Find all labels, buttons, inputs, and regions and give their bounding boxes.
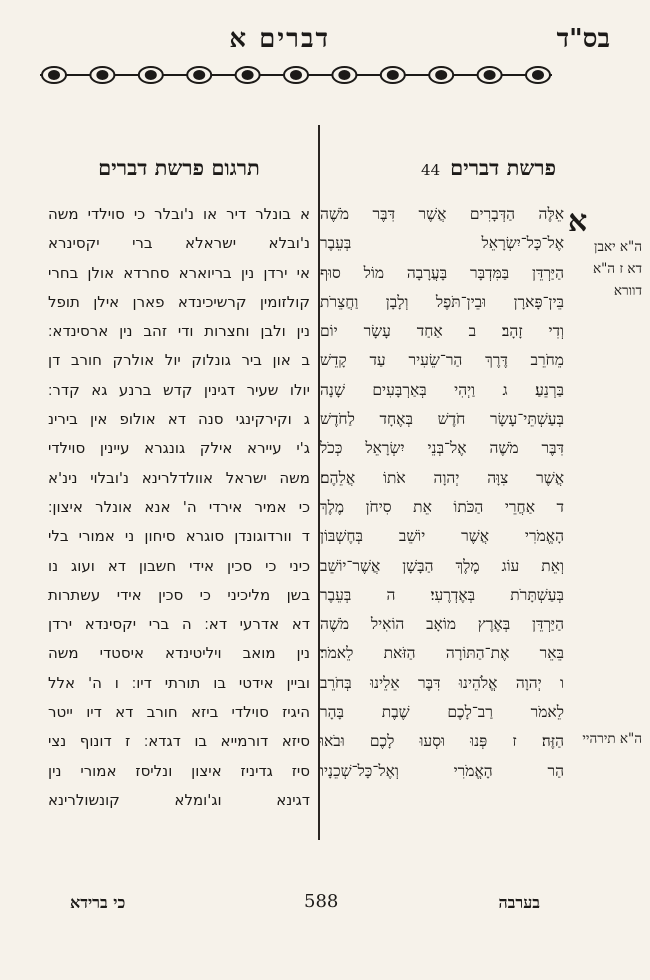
- title-number: 44: [421, 161, 441, 179]
- text-line: נין ולבן וחצרות ודי זהב נין ארסינדא׃: [48, 322, 310, 341]
- ornament-motif-center: [97, 71, 107, 79]
- text-line: ו יְהוָה אֱלֹהֵינוּ דִּבֶּר אֵלֵינוּ בְּחֹרֵב: [320, 673, 564, 692]
- text-line: היגיז סוילדי ביזא חורב דא דיו ייטר: [48, 703, 310, 722]
- text-line: בְּעַשְׁתָּרֹת בְּאֶדְרֶעִי׃ ה בְּעֵבֶר: [320, 585, 564, 604]
- seder-mark: בס"ד: [556, 24, 610, 54]
- margin-note-line: דא ז ה"א: [592, 261, 642, 277]
- text-line: הָאֱמֹרִי אֲשֶׁר יוֹשֵׁב בְּחֶשְׁבּוֹן: [320, 527, 564, 546]
- text-line: נין מואב ויליטינדא איסטדי משה: [48, 644, 310, 663]
- ornament-motif-center: [436, 71, 446, 79]
- text-line: ד וורדוגונדן סוגרא סיחון ני אמורי בלי: [48, 527, 310, 546]
- text-line: מֵחֹרֵב דֶּרֶךְ הַר־שֵׂעִיר עַד קָדֵשׁ: [320, 351, 564, 370]
- margin-note-line: ה"א יאבן: [594, 239, 642, 255]
- ornament-motif-center: [291, 71, 301, 79]
- text-line: דִּבֶּר מֹשֶׁה אֶל־בְּנֵי יִשְׂרָאֵל כְּכֹל: [320, 439, 564, 458]
- text-line: ד אַחֲרֵי הַכֹּתוֹ אֵת סִיחֹן מֶלֶךְ: [320, 497, 564, 516]
- text-line: אֲשֶׁר צִוָּה יְהוָה אֹתוֹ אֲלֵהֶם׃: [320, 468, 564, 487]
- text-line: וְאֵת עוֹג מֶלֶךְ הַבָּשָׁן אֲשֶׁר־יוֹשֵׁב: [320, 556, 564, 575]
- margin-note-line: דוורא: [613, 283, 642, 299]
- translation-title: תרגום פרשת דברים: [98, 155, 260, 180]
- text-line: אי ירדן נין בריוארא סחרדא אולן בחרי: [48, 263, 310, 282]
- text-line: הַר הָאֱמֹרִי וְאֶל־כָּל־שְׁכֵנָיו: [320, 761, 564, 780]
- text-line: אֶל־כָּל־יִשְׂרָאֵל בְּעֵבֶר: [320, 234, 564, 253]
- ornament-motif-center: [533, 71, 543, 79]
- text-line: בשן מליכיני כי סכין אידי עשתרות: [48, 585, 310, 604]
- text-line: בַּרְנֵעַ׃ ג וַיְהִי בְּאַרְבָּעִים שָׁנָה: [320, 380, 564, 399]
- ornament-motif-center: [146, 71, 156, 79]
- margin-note: [562, 728, 642, 750]
- text-line: הַזֶּה׃ ז פְּנוּ וּסְעוּ לָכֶם וּבֹאוּ: [320, 732, 564, 751]
- margin-note-line: ה"א תירהיי: [582, 731, 642, 747]
- text-line: ג'י עיירא אילק גונגרא עיינין סוילדי: [48, 439, 310, 458]
- text-line: משה ישראל אוולדלרינא נ'ובלוי נינ'א: [48, 468, 310, 487]
- text-line: יולו שעיר דגינין קדש ברנע גא קדר׃: [48, 380, 310, 399]
- page-number: 588: [304, 891, 339, 912]
- text-line: סיז גדיניז איצון ונליסז אמורי נין: [48, 761, 310, 780]
- text-line: לֵאמֹר רַב־לָכֶם שֶׁבֶת בָּהָר: [320, 703, 564, 722]
- text-line: בֵּאֵר אֶת־הַתּוֹרָה הַזֹּאת לֵאמֹר׃: [320, 644, 564, 663]
- margin-note: [562, 236, 642, 302]
- page-footer: [40, 893, 610, 923]
- hebrew-lines: [320, 200, 564, 786]
- text-line: א בונלר דיר או נ'ובלר כי סוילדי משה: [48, 205, 310, 223]
- catchword-right: בערבה: [498, 893, 540, 912]
- text-line: בְּעַשְׁתֵּי־עָשָׂר חֹדֶשׁ בְּאֶחָד לַחֹדֶשׁ: [320, 410, 564, 429]
- text-line: סיזא דורמייא בו דגדא׃ ז דונוף נצי: [48, 732, 310, 751]
- text-line: בֵּין־פָּארָן וּבֵין־תֹּפֶל וְלָבָן וַחֲצֵרֹת: [320, 292, 564, 311]
- text-line: הַיַּרְדֵּן בְּאֶרֶץ מוֹאָב הוֹאִיל מֹשֶׁה: [320, 615, 564, 634]
- catchword-left: כי ברידא: [70, 893, 126, 912]
- ornamental-border: [40, 62, 552, 88]
- ornament-motif-center: [194, 71, 204, 79]
- ornament-motif-center: [49, 71, 59, 79]
- text-line: קולזומין קרשיכינדא פארן אילן תופל: [48, 292, 310, 311]
- ornament-motif-center: [388, 71, 398, 79]
- text-line: דא אדרעי דא׃ ה ברי יקסינדא ירדן: [48, 615, 310, 634]
- text-line: כי אמיר אירדי ה' אנא אונלר איצון׃: [48, 497, 310, 516]
- running-head: [40, 24, 610, 58]
- ornament-motif-center: [485, 71, 495, 79]
- text-line: דגינא וג'ומלא קונשולרינא: [48, 790, 310, 809]
- translation-lines: [48, 200, 310, 815]
- text-line: וְדִי זָהָב׃ ב אַחַד עָשָׂר יוֹם: [320, 322, 564, 341]
- text-line: ב און ביר גונלוק יול אולרק חורב דן: [48, 351, 310, 370]
- hebrew-text-column: [320, 150, 564, 786]
- text-line: נ'ובלא ישראלא ברי יקסינרא: [48, 234, 310, 253]
- book-chapter-title: דברים א: [229, 24, 330, 54]
- text-line: ג וקירקינגי סנה דא אולופ אין בירינ: [48, 410, 310, 429]
- parasha-title: פרשת דברים44: [421, 155, 556, 180]
- chapter-letter: א: [568, 204, 588, 239]
- text-line: וביין אידטי בו תורתי דיו׃ ו ה' אלל: [48, 673, 310, 692]
- ornament-motif-center: [243, 71, 253, 79]
- ornament-motif-center: [339, 71, 349, 79]
- text-line: כיני כי סכין אידי חשבון דא ועוג נו: [48, 556, 310, 575]
- translation-column: [48, 150, 310, 815]
- text-line: אֵלֶּה הַדְּבָרִים אֲשֶׁר דִּבֶּר מֹשֶׁה: [320, 205, 564, 223]
- text-line: הַיַּרְדֵּן בַּמִּדְבָּר בָּעֲרָבָה מוֹל סוּף: [320, 263, 564, 282]
